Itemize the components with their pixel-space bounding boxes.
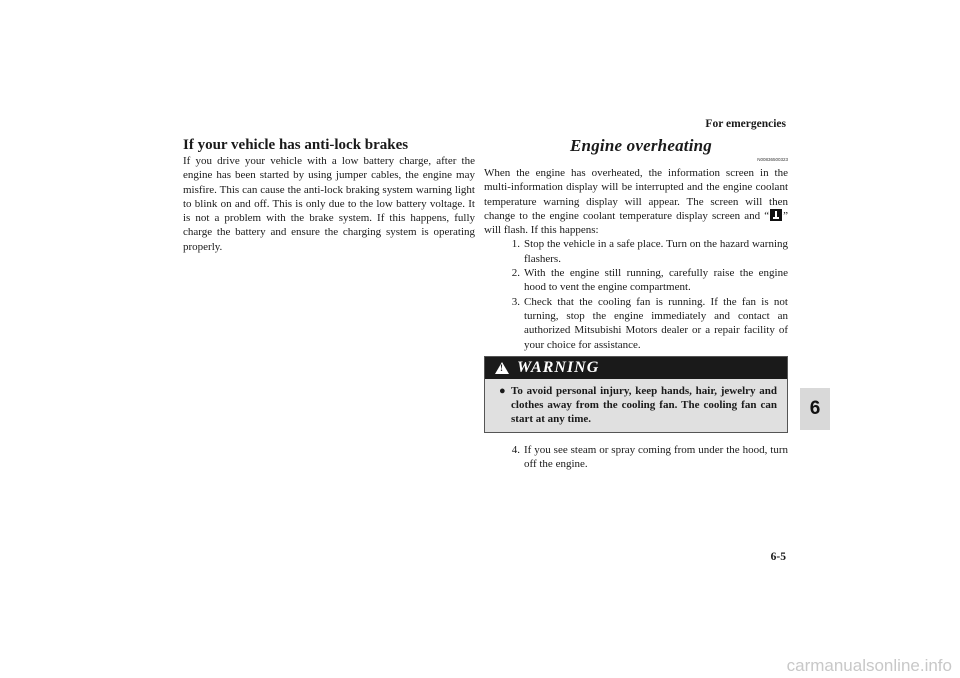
step-text: If you see steam or spray coming from under the hood, turn off the engine. xyxy=(524,443,788,471)
intro-paragraph xyxy=(484,166,788,237)
abs-paragraph: If you drive your vehicle with a low battery charge, after the engine has been started by using jumper cables, the engine may misfire. This can cause the anti-lock braking system warning light to blink on and off. This is only due to the low battery voltage. It is not a problem with the brake system. If this happens, fully charge the battery and ensure the charging system is operating properly. xyxy=(183,155,475,253)
page-header: For emergencies xyxy=(705,118,786,130)
warning-body xyxy=(485,379,787,432)
step-number: 2. xyxy=(511,267,520,280)
list-item xyxy=(484,295,788,352)
main-title: Engine overheating xyxy=(570,136,712,155)
warning-label: WARNING xyxy=(517,358,600,376)
intro-text-after: ” will flash. If this happens: xyxy=(484,209,788,237)
step-number: 1. xyxy=(511,238,520,251)
steps-list xyxy=(484,237,788,351)
list-item xyxy=(484,443,788,472)
reference-code: N00836500323 xyxy=(757,157,788,162)
step-number: 3. xyxy=(511,295,520,308)
step-text: With the engine still running, carefully raise the engine hood to vent the engine compartment. xyxy=(524,267,788,294)
step-text: Check that the cooling fan is running. If the fan is not turning, stop the engine immediately and contact an authorized Mitsubishi Motors dealer or a repair facility of your choice for assistance. xyxy=(524,295,788,351)
list-item xyxy=(484,266,788,295)
engine-coolant-temperature-icon xyxy=(770,209,782,221)
step-number: 4. xyxy=(511,443,520,456)
page-number: 6-5 xyxy=(770,551,786,563)
warning-header xyxy=(485,357,787,379)
bullet-icon: ● xyxy=(499,384,506,397)
section-title-abs: If your vehicle has anti-lock brakes xyxy=(183,137,409,153)
warning-triangle-icon xyxy=(495,362,509,374)
chapter-tab: 6 xyxy=(800,388,830,430)
list-item xyxy=(484,237,788,266)
left-column xyxy=(183,136,475,254)
warning-text: To avoid personal injury, keep hands, hair, jewelry and clothes away from the cooling fan. The cooling fan can start at any time. xyxy=(511,384,777,426)
step-text: Stop the vehicle in a safe place. Turn on the hazard warning flashers. xyxy=(524,238,788,265)
watermark: carmanualsonline.info xyxy=(786,656,952,675)
intro-text-before: When the engine has overheated, the information screen in the multi-information display will be interrupted and the engine coolant temperature warning display will appear. The screen will then change to the engine coolant temperature display screen and “ xyxy=(484,167,788,222)
right-column xyxy=(484,136,788,471)
warning-box xyxy=(484,356,788,433)
